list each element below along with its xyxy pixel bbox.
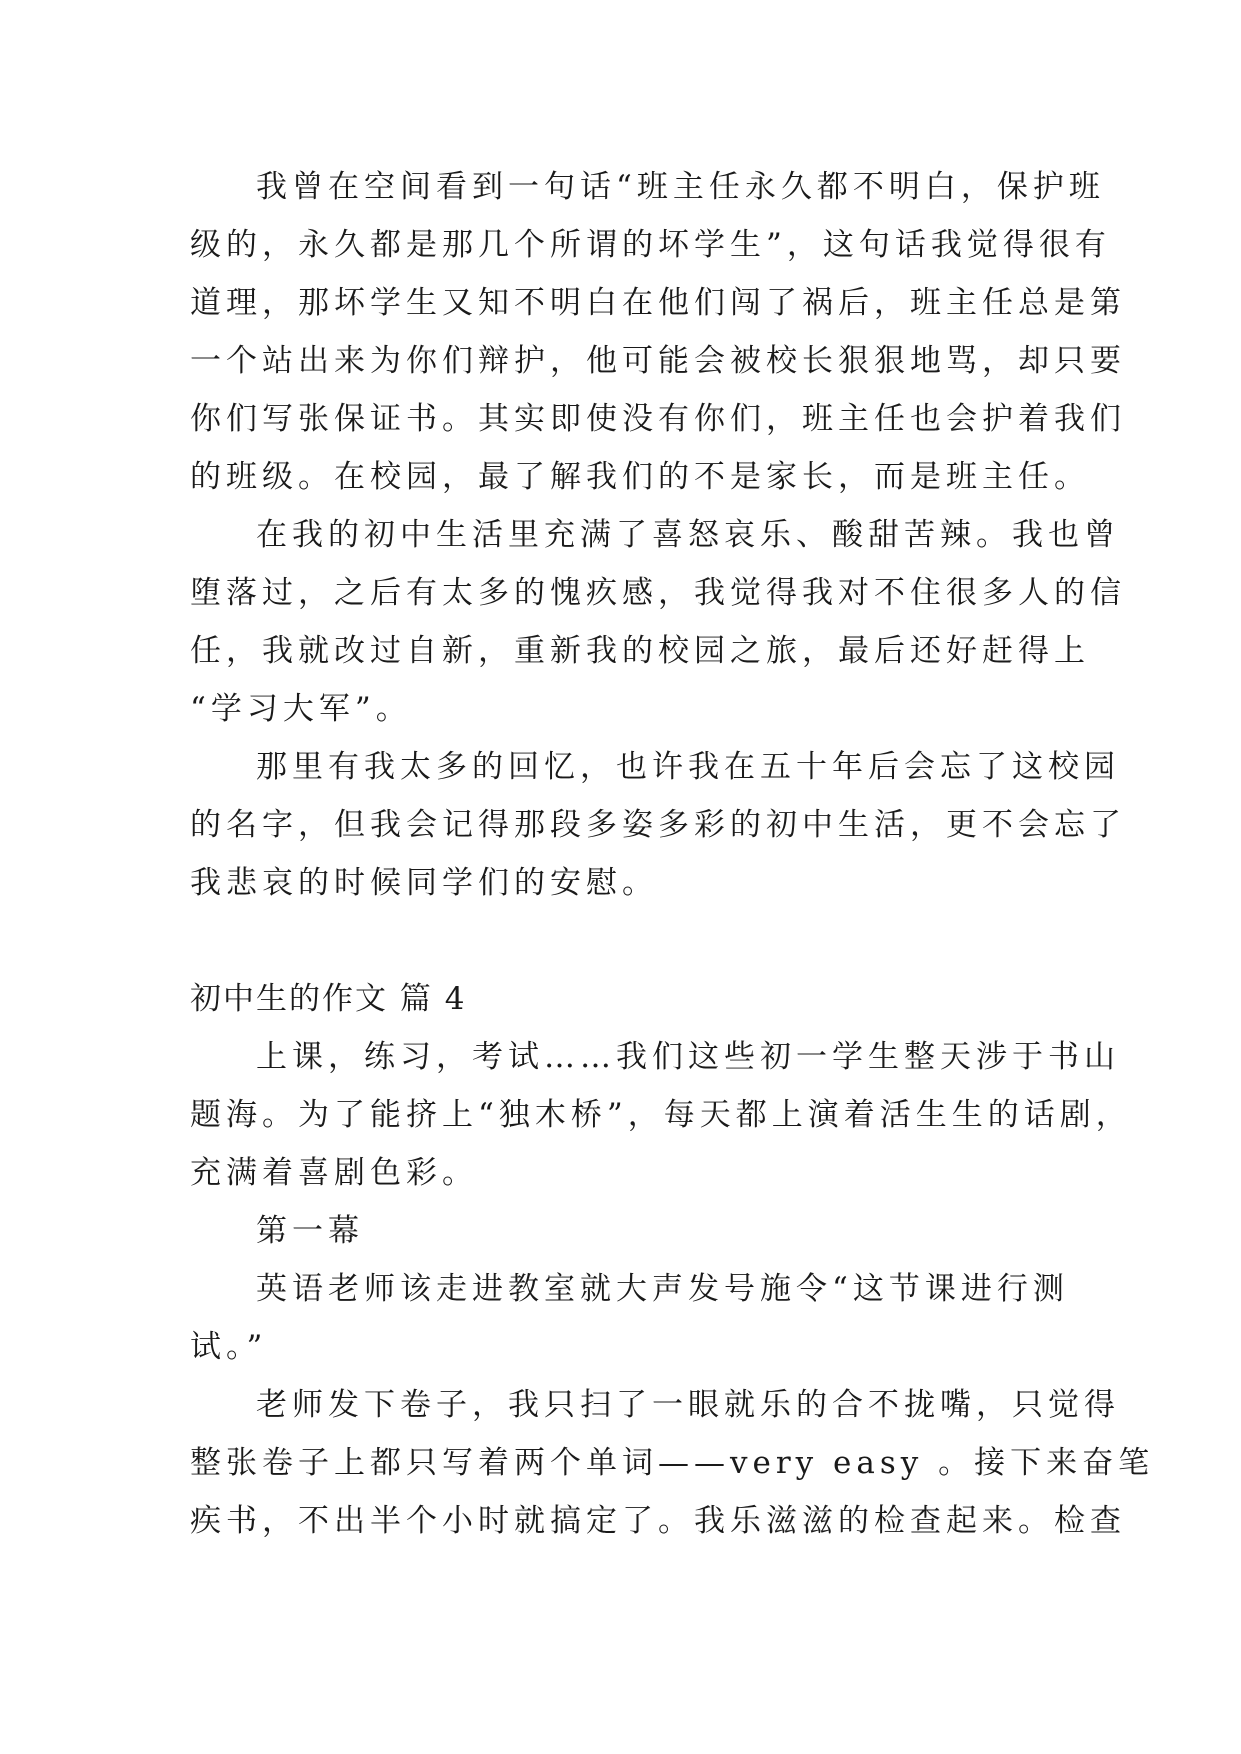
paragraph [190, 1028, 1132, 1202]
text-line: 上课，练习，考试……我们这些初一学生整天涉于书山 [256, 1039, 1120, 1075]
text-line: 疾书，不出半个小时就搞定了。我乐滋滋的检查起来。检查 [190, 1503, 1126, 1539]
paragraph [190, 1202, 1060, 1260]
text-line: 我曾在空间看到一句话“班主任永久都不明白，保护班 [256, 169, 1105, 205]
paragraph [190, 158, 1126, 506]
paragraph [190, 1260, 1069, 1376]
text-line: 整张卷子上都只写着两个单词——very easy 。接下来奋笔 [190, 1445, 1155, 1481]
text-line: 试。” [190, 1329, 268, 1365]
text-line: 任，我就改过自新，重新我的校园之旅，最后还好赶得上 [190, 633, 1090, 669]
text-line: 你们写张保证书。其实即使没有你们，班主任也会护着我们 [190, 401, 1126, 437]
text-line: 道理，那坏学生又知不明白在他们闯了祸后，班主任总是第 [190, 285, 1126, 321]
text-line: 英语老师该走进教室就大声发号施令“这节课进行测 [256, 1271, 1069, 1307]
section-spacer [190, 912, 1060, 970]
text-line: “学习大军”。 [190, 691, 412, 727]
section-heading: 初中生的作文 篇 4 [190, 981, 467, 1017]
text-line: 老师发下卷子，我只扫了一眼就乐的合不拢嘴，只觉得 [256, 1387, 1120, 1423]
paragraph [190, 1376, 1155, 1550]
document-body [190, 158, 1155, 1550]
text-line: 在我的初中生活里充满了喜怒哀乐、酸甜苦辣。我也曾 [256, 517, 1120, 553]
text-line: 堕落过，之后有太多的愧疚感，我觉得我对不住很多人的信 [190, 575, 1126, 611]
text-line: 充满着喜剧色彩。 [190, 1155, 478, 1191]
text-line: 的名字，但我会记得那段多姿多彩的初中生活，更不会忘了 [190, 807, 1126, 843]
paragraph [190, 738, 1126, 912]
text-line: 第一幕 [256, 1213, 364, 1249]
text-line: 题海。为了能挤上“独木桥”，每天都上演着活生生的话剧， [190, 1097, 1132, 1133]
text-line: 我悲哀的时候同学们的安慰。 [190, 865, 658, 901]
text-line: 一个站出来为你们辩护，他可能会被校长狠狠地骂，却只要 [190, 343, 1126, 379]
text-line: 级的，永久都是那几个所谓的坏学生”，这句话我觉得很有 [190, 227, 1111, 263]
text-line: 那里有我太多的回忆，也许我在五十年后会忘了这校园 [256, 749, 1120, 785]
paragraph [190, 506, 1126, 738]
text-line: 的班级。在校园，最了解我们的不是家长，而是班主任。 [190, 459, 1090, 495]
